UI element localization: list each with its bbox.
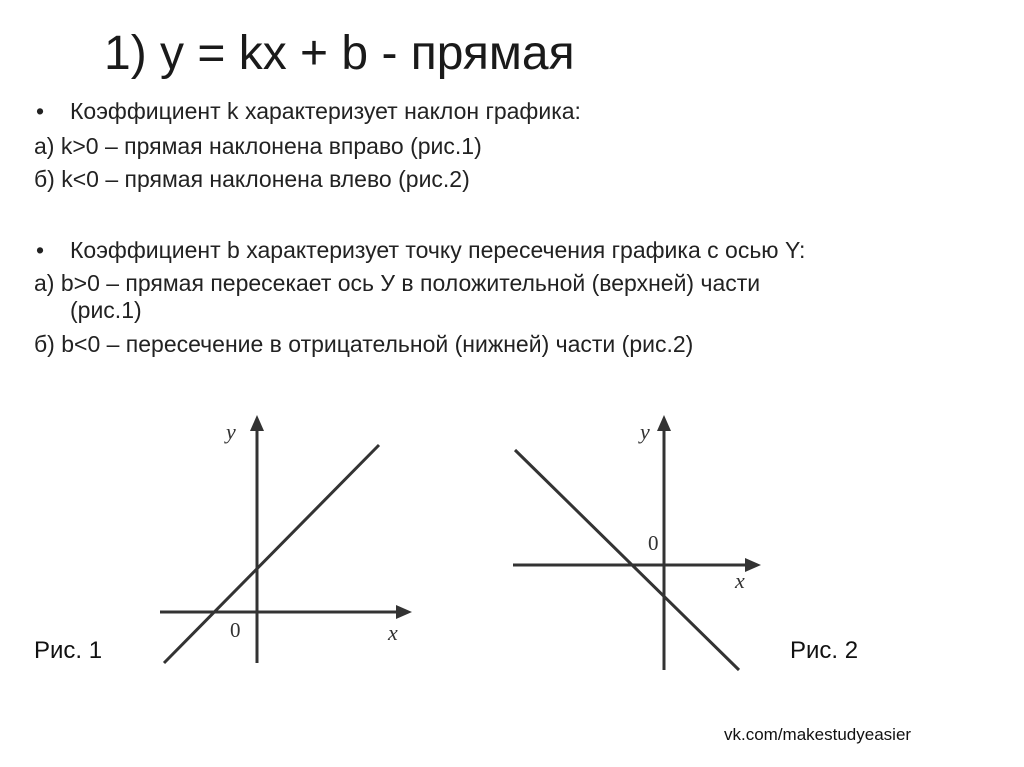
x-axis-label: x	[735, 568, 745, 593]
figure-1-caption: Рис. 1	[34, 637, 103, 664]
bullet-text-b: Коэффициент b характеризует точку пересечения графика с осью Y:	[70, 237, 806, 263]
x-axis-label: x	[388, 620, 398, 645]
bullet-item-b-positive: а) b>0 – прямая пересекает ось У в положительной (верхней) части	[34, 270, 761, 296]
triangle-arrow-icon	[657, 415, 671, 431]
graph-line	[164, 445, 379, 663]
graph-line	[515, 450, 739, 670]
origin-label: 0	[230, 618, 241, 642]
triangle-arrow-icon	[745, 558, 761, 572]
triangle-arrow-icon	[250, 415, 264, 431]
bullet-item-b-positive-continued: (рис.1)	[70, 297, 142, 323]
slide-title: 1) y = kx + b - прямая	[104, 27, 575, 80]
origin-label: 0	[648, 531, 659, 555]
bullet-marker: •	[36, 98, 45, 124]
bullet-item-k-negative: б) k<0 – прямая наклонена влево (рис.2)	[34, 166, 470, 192]
bullet-marker: •	[36, 237, 45, 263]
figure-2-caption: Рис. 2	[790, 637, 859, 664]
figure-1-graph	[150, 405, 420, 675]
y-axis-label: y	[226, 419, 236, 444]
source-watermark: vk.com/makestudyeasier	[724, 725, 912, 744]
triangle-arrow-icon	[396, 605, 412, 619]
figure-2-graph	[505, 405, 775, 675]
bullet-text-k: Коэффициент k характеризует наклон графика:	[70, 98, 581, 124]
bullet-item-k-positive: а) k>0 – прямая наклонена вправо (рис.1)	[34, 133, 482, 159]
y-axis-label: y	[640, 419, 650, 444]
bullet-item-b-negative: б) b<0 – пересечение в отрицательной (нижней) части (рис.2)	[34, 331, 694, 357]
